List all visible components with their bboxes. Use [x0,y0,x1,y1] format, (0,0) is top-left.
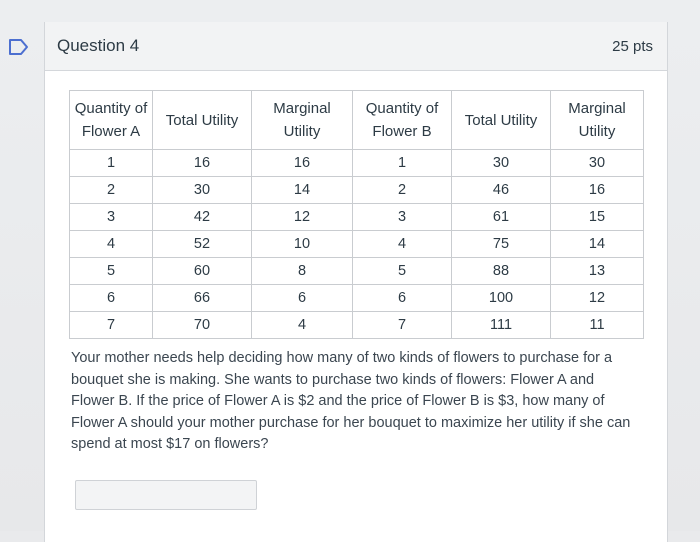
question-card [44,22,668,542]
table-cell: 5 [70,258,153,285]
table-cell: 14 [252,177,353,204]
table-cell: 30 [551,150,644,177]
answer-input[interactable] [75,480,257,510]
table-cell: 15 [551,204,644,231]
table-cell: 30 [153,177,252,204]
table-cell: 6 [70,285,153,312]
table-cell: 75 [452,231,551,258]
table-cell: 16 [153,150,252,177]
table-cell: 10 [252,231,353,258]
table-row [70,285,644,312]
table-cell: 88 [452,258,551,285]
table-cell: 2 [70,177,153,204]
table-row [70,312,644,339]
question-header [45,22,667,71]
table-cell: 3 [70,204,153,231]
header-marginal-utility-a: Marginal Utility [252,91,353,150]
header-quantity-flower-a: Quantity of Flower A [70,91,153,150]
table-cell: 111 [452,312,551,339]
table-cell: 60 [153,258,252,285]
table-cell: 5 [353,258,452,285]
table-cell: 4 [353,231,452,258]
table-cell: 6 [252,285,353,312]
table-cell: 100 [452,285,551,312]
header-total-utility-a: Total Utility [153,91,252,150]
table-cell: 8 [252,258,353,285]
table-cell: 6 [353,285,452,312]
table-cell: 42 [153,204,252,231]
table-cell: 2 [353,177,452,204]
table-row [70,150,644,177]
table-cell: 30 [452,150,551,177]
question-title: Question 4 [57,36,140,55]
table-cell: 12 [252,204,353,231]
table-cell: 1 [353,150,452,177]
table-cell: 13 [551,258,644,285]
table-row [70,258,644,285]
table-cell: 61 [452,204,551,231]
table-cell: 16 [252,150,353,177]
table-cell: 16 [551,177,644,204]
flag-icon[interactable] [8,38,30,56]
table-row [70,177,644,204]
table-cell: 3 [353,204,452,231]
question-points: 25 pts [612,38,653,55]
question-text: Your mother needs help deciding how many of two kinds of flowers to purchase for a bouquet she is making. She wants to purchase two kinds of flowers: Flower A and Flower B. If the price of Flower A is $2 and the price of Flower B is $3, how many of Flower A should your mother purchase for her bouquet to maximize her utility if she can spend at most $17 on flowers? [71,350,631,452]
table-cell: 70 [153,312,252,339]
table-cell: 1 [70,150,153,177]
utility-table [69,90,644,339]
header-total-utility-b: Total Utility [452,91,551,150]
table-cell: 7 [353,312,452,339]
table-cell: 14 [551,231,644,258]
table-cell: 4 [70,231,153,258]
table-row [70,204,644,231]
table-cell: 46 [452,177,551,204]
table-row [70,231,644,258]
table-cell: 52 [153,231,252,258]
table-cell: 7 [70,312,153,339]
header-quantity-flower-b: Quantity of Flower B [353,91,452,150]
table-header-row [70,91,644,150]
table-cell: 4 [252,312,353,339]
header-marginal-utility-b: Marginal Utility [551,91,644,150]
table-cell: 12 [551,285,644,312]
table-cell: 11 [551,312,644,339]
table-cell: 66 [153,285,252,312]
